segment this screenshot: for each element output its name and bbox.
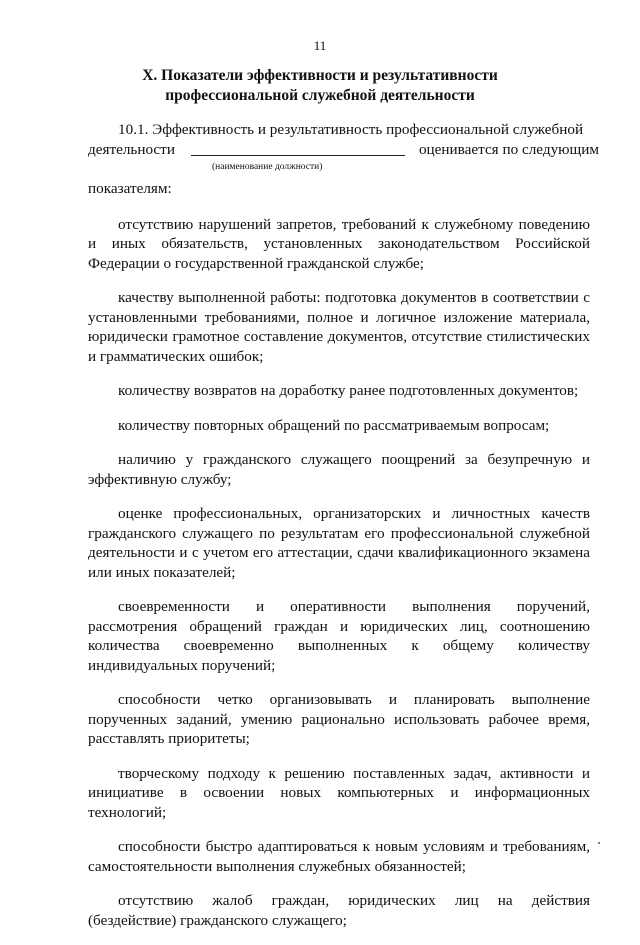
indicator-item: способности быстро адаптироваться к новым условиям и требованиям, самостоятельности выполнения служебных обязанностей;: [88, 838, 590, 875]
document-body: [88, 120, 599, 945]
indicator-item: способности четко организовывать и планировать выполнение порученных заданий, умению рационально использовать рабочее время, расставлять приоритеты;: [88, 691, 590, 747]
section-heading-line-2: профессиональной служебной деятельности: [165, 87, 475, 104]
position-name-blank: [191, 141, 405, 156]
intro-line2-right: оценивается по следующим: [418, 140, 599, 158]
intro-paragraph-start: 10.1. Эффективность и результативность профессиональной служебной: [118, 121, 584, 138]
indicator-item: отсутствию нарушений запретов, требований к служебному поведению и иных обязательств, установленных законодательством Российской Федерации о государственной гражданской службе;: [88, 215, 590, 272]
position-field-line: [88, 140, 599, 160]
intro-paragraph-end: показателям:: [88, 180, 172, 197]
section-heading-line-1: X. Показатели эффективности и результативности: [142, 67, 498, 84]
page-number: 11: [313, 38, 327, 53]
indicator-item: творческому подходу к решению поставленных задач, активности и инициативе в освоении новых компьютерных и информационных технологий;: [88, 764, 590, 821]
position-name-caption: (наименование должности): [212, 162, 323, 172]
indicator-item: качеству выполненной работы: подготовка документов в соответствии с установленными требованиями, полное и логичное изложение материала, юридически грамотное составление документов, отсутствие стилистических и грамматических ошибок;: [88, 289, 590, 365]
indicator-item: количеству возвратов на доработку ранее подготовленных документов;: [118, 382, 579, 399]
indicator-item: отсутствию жалоб граждан, юридических лиц на действия (бездействие) гражданского служащего;: [88, 892, 590, 929]
indicator-item: наличию у гражданского служащего поощрений за безупречную и эффективную службу;: [88, 451, 590, 488]
indicator-item: количеству повторных обращений по рассматриваемым вопросам;: [118, 416, 550, 434]
indicator-item: оценке профессиональных, организаторских и личностных качеств гражданского служащего по результатам его профессиональной служебной деятельности и с учетом его аттестации, сдачи квалификационного экзамена или иных показателей;: [88, 505, 590, 581]
intro-line2-left: деятельности: [88, 140, 175, 158]
indicator-item: своевременности и оперативности выполнения поручений, рассмотрения обращений граждан и юридических лиц, соотношению количества своевременно выполненных к общему количеству индивидуальных поручений;: [88, 598, 590, 674]
indicator-list: [88, 215, 590, 931]
section-heading: [60, 66, 580, 106]
scan-speck: [598, 842, 600, 844]
